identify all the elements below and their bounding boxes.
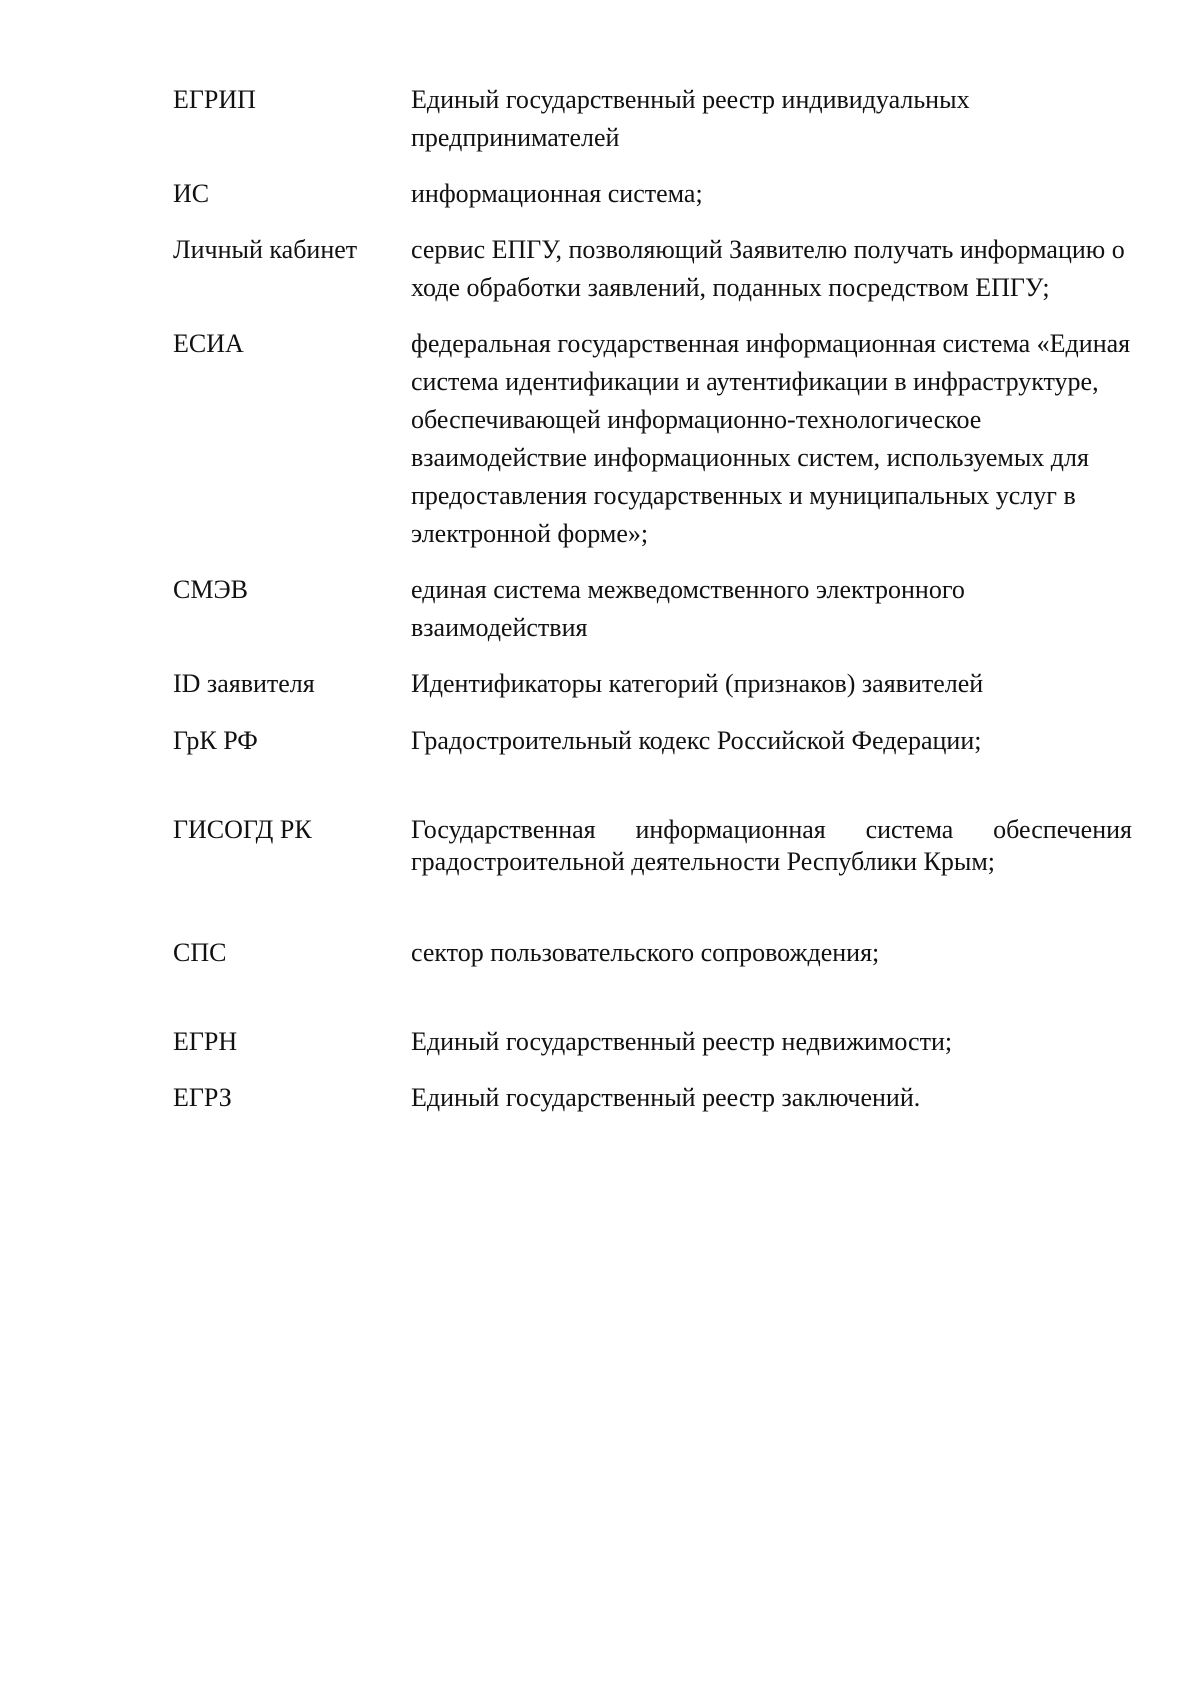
abbreviation-entry <box>173 722 1133 760</box>
abbreviation-entry <box>173 1023 1133 1061</box>
abbreviation-entry <box>173 571 1133 647</box>
abbreviation-definition: Единый государственный реестр заключений. <box>411 1083 921 1112</box>
abbreviation-term: Личный кабинет <box>173 235 358 264</box>
abbreviation-term: СПС <box>173 938 227 967</box>
abbreviation-entry <box>173 934 1133 972</box>
abbreviation-entry <box>173 325 1133 553</box>
abbreviation-definition: сервис ЕПГУ, позволяющий Заявителю получать информацию о ходе обработки заявлений, поданных посредством ЕПГУ; <box>411 235 1125 302</box>
abbreviation-definition: Единый государственный реестр недвижимости; <box>411 1027 953 1056</box>
abbreviation-term: ID заявителя <box>173 669 315 698</box>
abbreviation-definition: Идентификаторы категорий (признаков) заявителей <box>411 669 984 698</box>
abbreviation-term: ЕГРИП <box>173 85 256 114</box>
abbreviation-entry <box>173 665 1133 703</box>
abbreviation-definition: информационная система; <box>411 179 703 208</box>
abbreviation-term: ГрК РФ <box>173 726 258 755</box>
abbreviation-term: СМЭВ <box>173 575 248 604</box>
abbreviation-entry <box>173 231 1133 307</box>
abbreviation-definition: единая система межведомственного электронного взаимодействия <box>411 575 965 642</box>
abbreviation-term: ГИСОГД РК <box>173 815 312 844</box>
abbreviation-term: ЕСИА <box>173 329 244 358</box>
abbreviation-definition: Градостроительный кодекс Российской Федерации; <box>411 726 982 755</box>
abbreviation-entry <box>173 81 1133 157</box>
abbreviation-term: ЕГРН <box>173 1027 238 1056</box>
abbreviation-definition: сектор пользовательского сопровождения; <box>411 938 880 967</box>
abbreviation-definition: Единый государственный реестр индивидуальных предпринимателей <box>411 85 970 152</box>
abbreviation-entry <box>173 811 1133 878</box>
abbreviation-term: ЕГРЗ <box>173 1083 232 1112</box>
abbreviation-entry <box>173 1079 1133 1117</box>
abbreviation-definition: федеральная государственная информационная система «Единая система идентификации и аутентификации в инфраструктуре, обеспечивающей информационно-технологическое взаимодействие информационных систем, используемых для предоставления государственных и муниципальных услуг в электронной форме»; <box>411 329 1131 548</box>
abbreviation-term: ИС <box>173 179 210 208</box>
abbreviation-entry <box>173 175 1133 213</box>
abbreviations-list <box>173 81 1133 1117</box>
abbreviation-definition: Государственная информационная система обеспечения градостроительной деятельности Республики Крым; <box>411 815 1132 876</box>
